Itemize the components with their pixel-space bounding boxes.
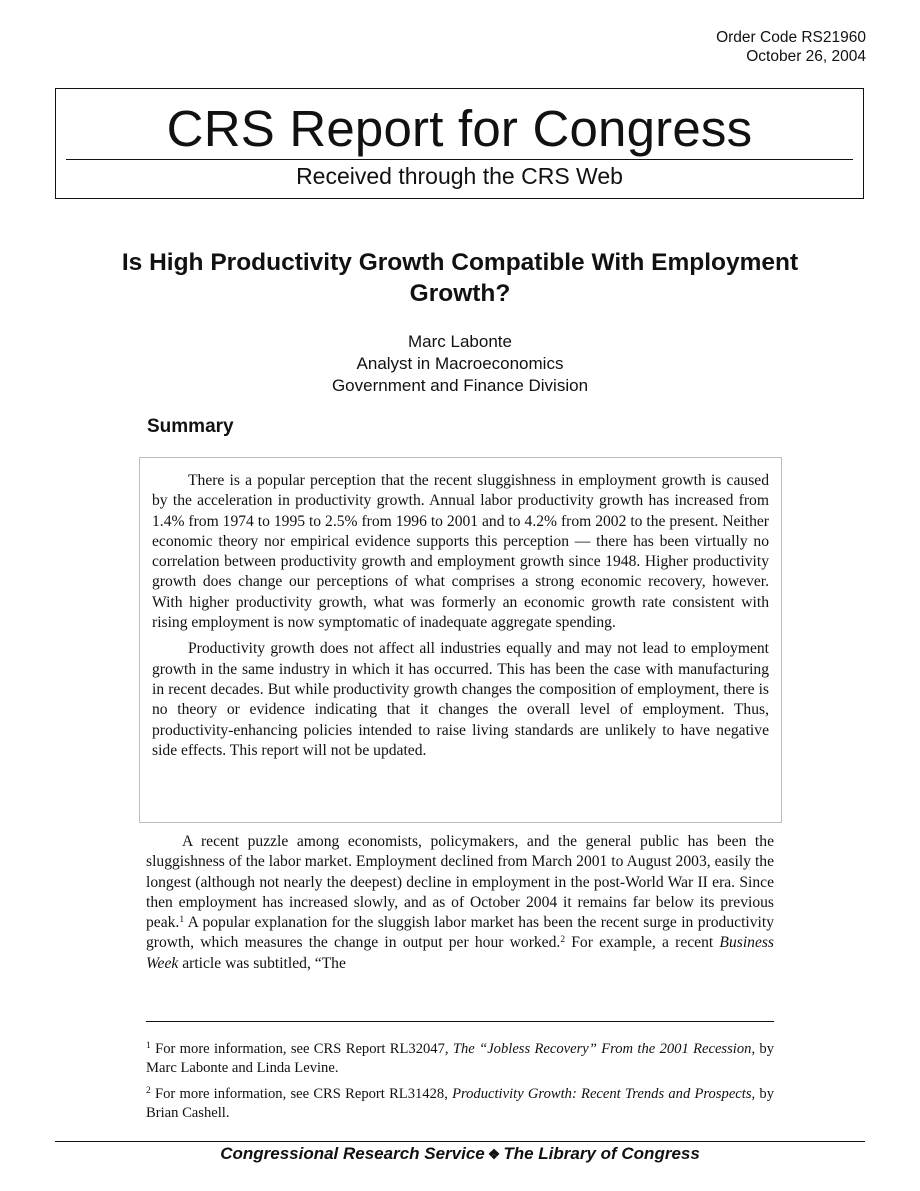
footnote-number: 1	[146, 1041, 151, 1051]
body-text-part-b: A popular explanation for the sluggish labor market has been the recent surge in productivity growth, which measures the change in output per hour worked.	[146, 914, 774, 952]
summary-heading: Summary	[147, 416, 234, 437]
summary-paragraph-2: Productivity growth does not affect all industries equally and may not lead to employment growth in the same industry in which it has occurred. This has been the case with manufacturing in recent decades. But while productivity growth changes the composition of employment, there is no theory or evidence indicating that it changes the overall level of employment. Thus, productivity-enhancing policies intended to raise living standards are unlikely to have negative side effects. This report will not be updated.	[152, 640, 769, 759]
body-text-part-d: article was subtitled, “The	[178, 954, 346, 972]
footnote-2	[146, 1085, 774, 1123]
footnote-text: For more information, see CRS Report RL32047,	[150, 1041, 453, 1057]
footnote-text: , by Marc Labonte and Linda Levine.	[146, 1041, 775, 1076]
footer-library: The Library of Congress	[503, 1144, 700, 1163]
order-code: Order Code RS21960	[716, 29, 866, 46]
author-block	[200, 331, 720, 397]
footnote-citation: Productivity Growth: Recent Trends and Prospects,	[452, 1086, 756, 1102]
page-footer	[55, 1143, 865, 1165]
summary-box	[139, 457, 782, 823]
author-position: Analyst in Macroeconomics	[356, 354, 564, 373]
footnote-text: For more information, see CRS Report RL31428,	[150, 1086, 453, 1102]
footnote-text: by Brian Cashell.	[146, 1086, 774, 1121]
body-paragraph-1	[146, 832, 774, 974]
publication-name: Business Week	[146, 934, 774, 972]
diamond-cluster-icon: ❖	[487, 1146, 501, 1162]
footnote-ref-2[interactable]: 2	[560, 935, 566, 946]
footer-rule	[55, 1141, 865, 1142]
crs-banner	[55, 88, 864, 199]
body-text-part-c: For example, a recent	[565, 934, 720, 952]
banner-rule	[66, 159, 853, 160]
footer-publisher: Congressional Research Service	[220, 1144, 485, 1163]
footnote-number: 2	[146, 1086, 151, 1096]
author-name: Marc Labonte	[408, 332, 512, 351]
footnote-citation: The “Jobless Recovery” From the 2001 Recession	[452, 1041, 752, 1057]
banner-title: CRS Report for Congress	[166, 100, 753, 157]
report-title: Is High Productivity Growth Compatible With Employment Growth?	[121, 249, 799, 307]
footnotes	[146, 1040, 774, 1123]
banner-subtitle: Received through the CRS Web	[296, 163, 623, 189]
body-text-part-a: A recent puzzle among economists, policymakers, and the general public has been the sluggishness of the labor market. Employment declined from March 2001 to August 2003, easily the longest (although not nearly the deepest) decline in employment in the post-World War II era. Since then employment has increased slowly, and as of October 2004 it remains far below its previous peak.	[146, 833, 774, 932]
summary-paragraph-1: There is a popular perception that the recent sluggishness in employment growth is caused by the acceleration in productivity growth. Annual labor productivity growth has increased from 1.4% from 1974 to 1995 to 2.5% from 1996 to 2001 and to 4.2% from 2002 to the present. Neither economic theory nor empirical evidence supports this perception — there has been virtually no correlation between productivity growth and employment growth since 1948. Higher productivity growth does change our perceptions of what comprises a strong economic recovery, however. With higher productivity growth, what was formerly an economic growth rate consistent with rising employment is now symptomatic of inadequate aggregate spending.	[152, 472, 769, 632]
report-date: October 26, 2004	[746, 48, 866, 65]
body-text	[146, 832, 774, 974]
footnote-ref-1[interactable]: 1	[179, 915, 185, 926]
footnote-1	[146, 1040, 774, 1078]
author-division: Government and Finance Division	[331, 376, 589, 395]
order-code-block	[716, 28, 866, 66]
footnote-rule	[146, 1021, 774, 1022]
